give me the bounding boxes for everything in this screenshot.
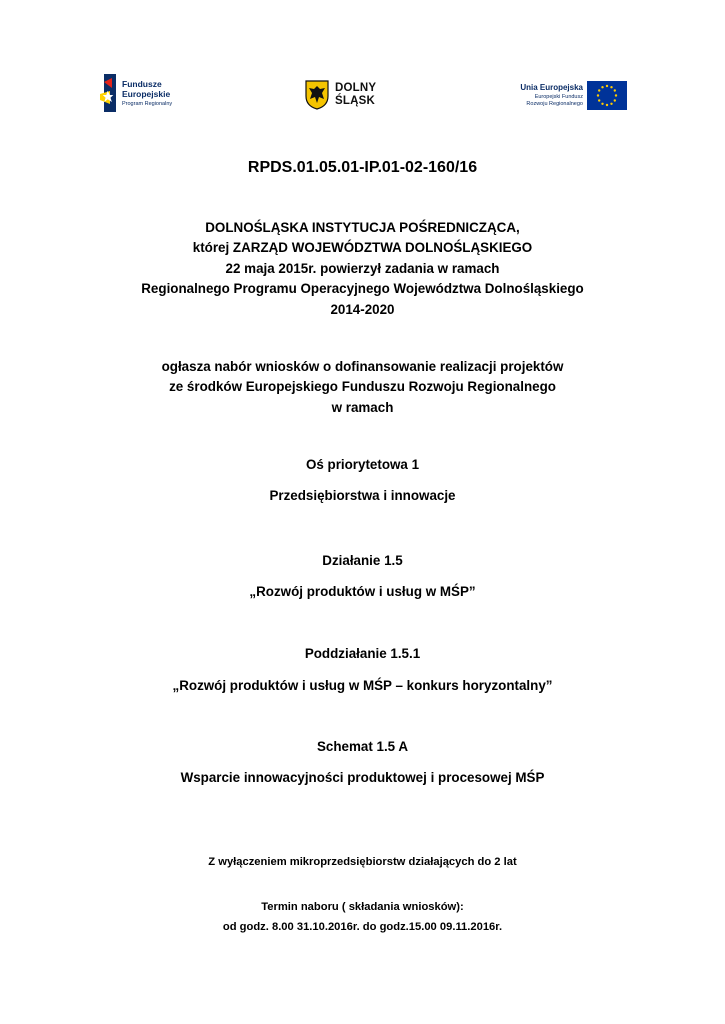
- institution-line: której ZARZĄD WOJEWÓDZTWA DOLNOŚLĄSKIEGO: [192, 240, 533, 256]
- action-label: Działanie 1.5: [322, 553, 403, 568]
- fundusze-europejskie-wordmark: Fundusze Europejskie: [122, 79, 171, 99]
- institution-line: 22 maja 2015r. powierzył zadania w ramach: [225, 260, 500, 276]
- announcement-line: ze środków Europejskiego Funduszu Rozwoju Regionalnego: [169, 379, 556, 395]
- unia-europejska-title: Unia Europejska: [520, 83, 583, 92]
- eagle-coat-of-arms-icon: [305, 80, 329, 110]
- exclusion-note: Z wyłączeniem mikroprzedsiębiorstw działających do 2 lat: [208, 856, 517, 868]
- institution-line: Regionalnego Programu Operacyjnego Województwa Dolnośląskiego: [141, 281, 584, 297]
- institution-line: DOLNOŚLĄSKA INSTYTUCJA POŚREDNICZĄCA,: [205, 220, 520, 235]
- announcement-line: ogłasza nabór wniosków o dofinansowanie realizacji projektów: [161, 359, 564, 374]
- subaction-label: Poddziałanie 1.5.1: [304, 646, 421, 661]
- fundusze-europejskie-emblem-icon: [100, 74, 120, 112]
- efrr-label: Europejski Fundusz Rozwoju Regionalnego: [526, 94, 583, 107]
- fundusze-europejskie-logo: [100, 74, 195, 114]
- program-regionalny-label: Program Regionalny: [122, 101, 173, 107]
- priority-axis-label: Oś priorytetowa 1: [305, 457, 420, 472]
- scheme-name: Wsparcie innowacyjności produktowej i procesowej MŚP: [180, 770, 545, 785]
- priority-axis-name: Przedsiębiorstwa i innowacje: [269, 488, 456, 503]
- dolny-slask-logo: [305, 80, 395, 112]
- deadline-line: od godz. 8.00 31.10.2016r. do godz.15.00 09.11.2016r.: [222, 920, 503, 933]
- announcement-line: w ramach: [331, 399, 394, 415]
- deadline-line: Termin naboru ( składania wniosków):: [261, 901, 464, 913]
- scheme-label: Schemat 1.5 A: [316, 739, 409, 754]
- institution-line: 2014-2020: [330, 301, 395, 317]
- eu-flag-icon: [587, 81, 627, 110]
- unia-europejska-logo: [505, 80, 627, 112]
- deadline-block: [0, 898, 725, 937]
- announcement-block: [0, 357, 725, 418]
- dolny-slask-wordmark: DOLNY ŚLĄSK: [335, 82, 377, 107]
- subaction-name: „Rozwój produktów i usług w MŚP – konkurs horyzontalny”: [172, 678, 553, 693]
- document-number: RPDS.01.05.01-IP.01-02-160/16: [247, 159, 478, 176]
- action-name: „Rozwój produktów i usług w MŚP”: [249, 584, 476, 599]
- institution-block: [0, 218, 725, 320]
